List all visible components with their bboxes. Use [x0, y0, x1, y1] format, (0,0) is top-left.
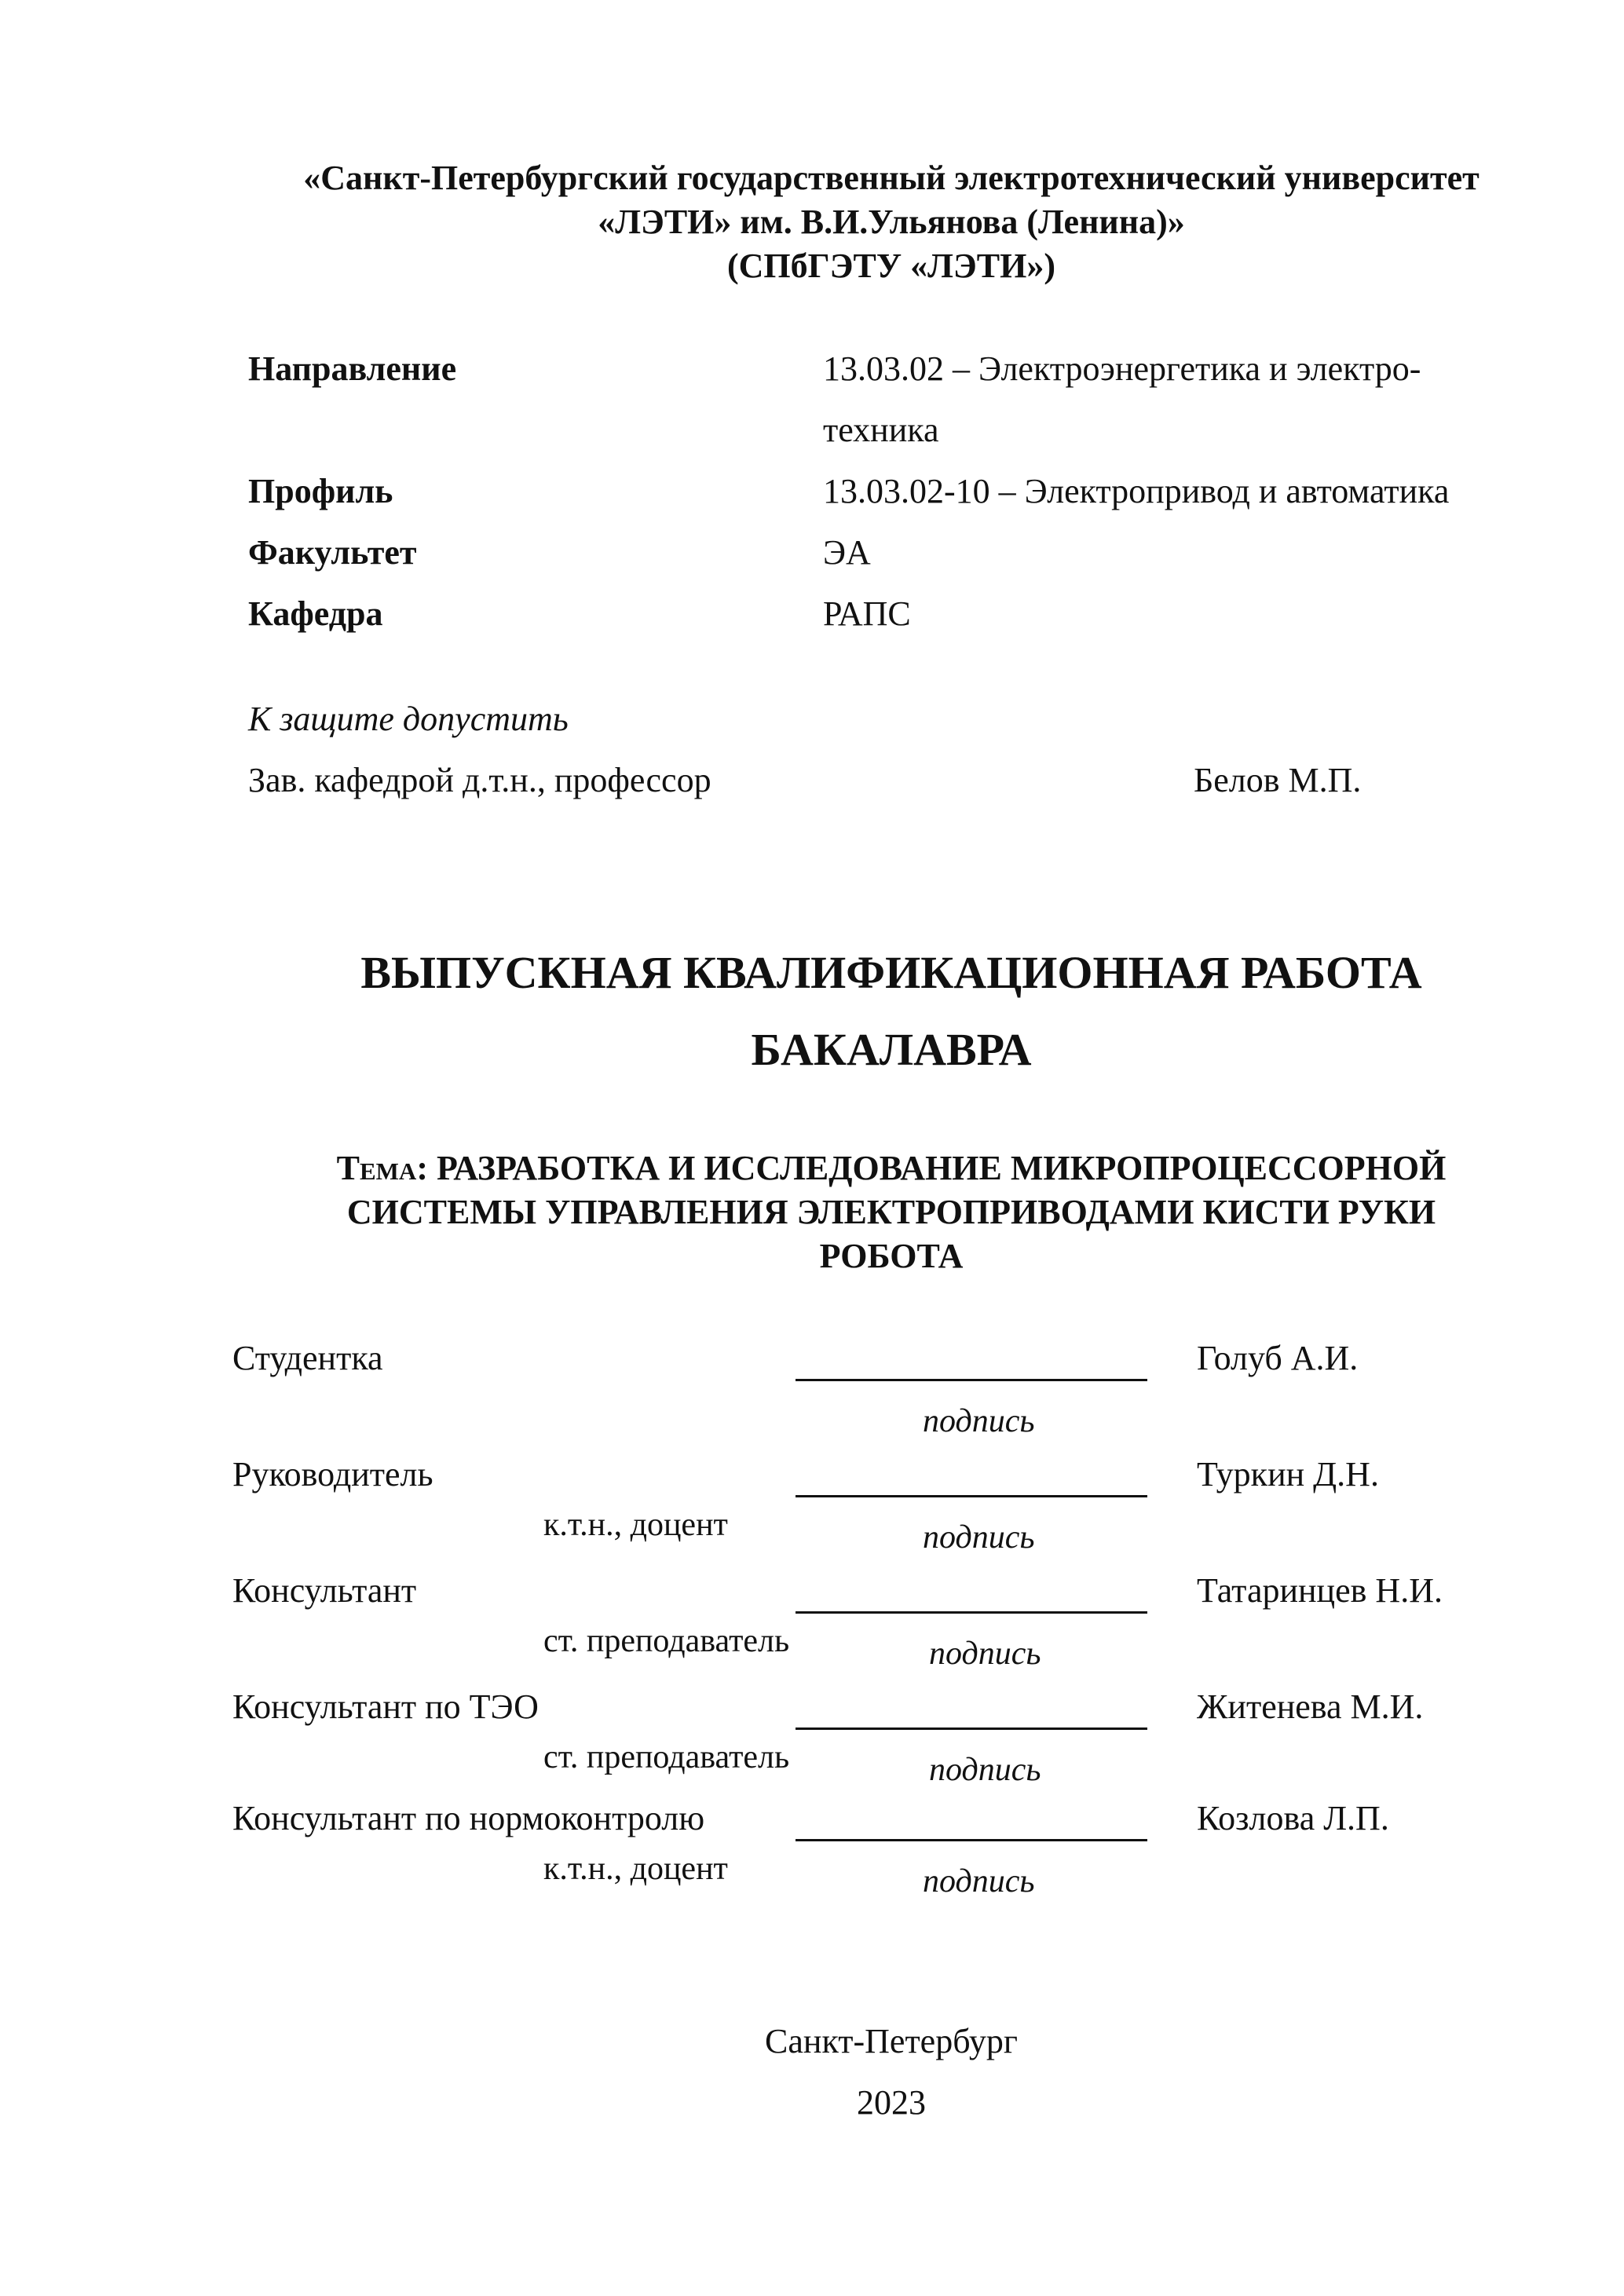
signatory-degree: к.т.н., доцент: [543, 1507, 728, 1543]
signature-role: Консультант по нормоконтролю: [232, 1799, 705, 1837]
year: 2023: [857, 2083, 926, 2122]
head-of-department-name: Белов М.П.: [1194, 761, 1362, 799]
profile-value: 13.03.02-10 – Электропривод и автоматика: [823, 472, 1450, 510]
theme-line-1: [0, 1146, 1624, 1190]
faculty-value: ЭА: [823, 533, 871, 572]
signature-line: [796, 1611, 1147, 1614]
theme-line-3: РОБОТА: [819, 1237, 964, 1275]
profile-label: Профиль: [248, 472, 393, 510]
signatory-degree: к.т.н., доцент: [543, 1851, 728, 1887]
signature-hint: подпись: [929, 1752, 1041, 1788]
signature-role: Студентка: [232, 1339, 383, 1377]
signature-hint: подпись: [923, 1863, 1035, 1899]
department-label: Кафедра: [248, 594, 383, 633]
signature-line: [796, 1727, 1147, 1730]
signatory-name: Козлова Л.П.: [1197, 1799, 1389, 1837]
signatory-name: Туркин Д.Н.: [1197, 1455, 1379, 1493]
theme-line-1-text: : РАЗРАБОТКА И ИССЛЕДОВАНИЕ МИКРОПРОЦЕССОРНОЙ: [416, 1149, 1447, 1187]
direction-label: Направление: [248, 349, 457, 388]
faculty-label: Факультет: [248, 533, 417, 572]
signatory-degree: ст. преподаватель: [543, 1739, 790, 1775]
signature-role: Консультант по ТЭО: [232, 1687, 539, 1726]
city: Санкт-Петербург: [765, 2022, 1018, 2060]
signatory-name: Татаринцев Н.И.: [1197, 1571, 1443, 1610]
university-abbreviation: (СПбГЭТУ «ЛЭТИ»): [727, 247, 1055, 285]
department-value: РАПС: [823, 594, 911, 633]
signatory-name: Житенева М.И.: [1197, 1687, 1424, 1726]
signature-role: Консультант: [232, 1571, 417, 1610]
document-title-line-1: ВЫПУСКНАЯ КВАЛИФИКАЦИОННАЯ РАБОТА: [360, 947, 1422, 998]
head-of-department: Зав. кафедрой д.т.н., профессор: [248, 761, 711, 799]
signature-line: [796, 1495, 1147, 1497]
signature-hint: подпись: [923, 1403, 1035, 1439]
university-name-line-1: «Санкт-Петербургский государственный электротехнический университет: [303, 159, 1480, 197]
signatory-name: Голуб А.И.: [1197, 1339, 1359, 1377]
direction-value-line-1: 13.03.02 – Электроэнергетика и электро-: [823, 349, 1421, 388]
signature-hint: подпись: [929, 1636, 1041, 1672]
document-title-line-2: БАКАЛАВРА: [751, 1024, 1032, 1075]
signature-line: [796, 1839, 1147, 1841]
theme-prefix: Тема: [336, 1149, 417, 1187]
university-name-line-2: «ЛЭТИ» им. В.И.Ульянова (Ленина)»: [598, 203, 1185, 241]
signature-hint: подпись: [923, 1519, 1035, 1556]
signature-role: Руководитель: [232, 1455, 433, 1493]
signature-line: [796, 1379, 1147, 1381]
signatory-degree: ст. преподаватель: [543, 1623, 790, 1659]
admit-to-defense: К защите допустить: [248, 700, 569, 738]
direction-value-line-2: техника: [823, 411, 939, 449]
theme-line-2: СИСТЕМЫ УПРАВЛЕНИЯ ЭЛЕКТРОПРИВОДАМИ КИСТИ РУКИ: [346, 1193, 1436, 1231]
